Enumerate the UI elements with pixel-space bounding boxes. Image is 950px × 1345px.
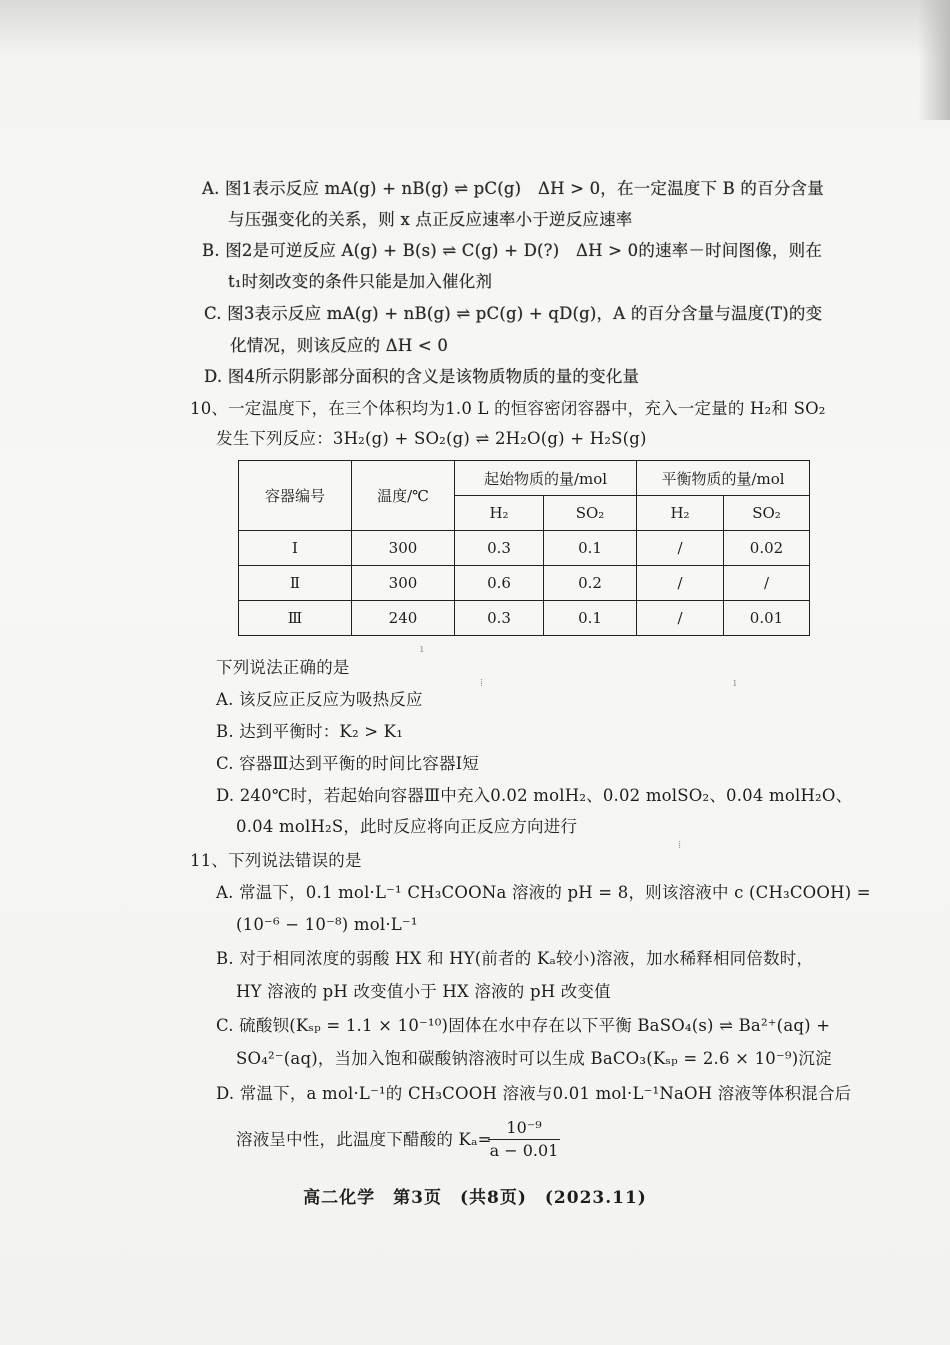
- q11-stem: 11、下列说法错误的是: [190, 851, 362, 870]
- scan-speck: ı: [733, 676, 737, 689]
- q11-option-c-line1: C. 硫酸钡(Kₛₚ = 1.1 × 10⁻¹⁰)固体在水中存在以下平衡 BaSO₄(s) ⇌ Ba²⁺(aq) +: [216, 1016, 831, 1035]
- cell-id: Ⅰ: [239, 531, 352, 566]
- table-row: [239, 601, 810, 636]
- cell-eq-so2: /: [724, 566, 810, 601]
- cell-h2: 0.3: [455, 601, 544, 636]
- fraction-bar: [488, 1139, 560, 1140]
- q11-option-b-line1: B. 对于相同浓度的弱酸 HX 和 HY(前者的 Kₐ较小)溶液，加水稀释相同倍数时，: [216, 949, 814, 968]
- q11-option-d-line1: D. 常温下，a mol·L⁻¹的 CH₃COOH 溶液与0.01 mol·L⁻¹NaOH 溶液等体积混合后: [216, 1084, 852, 1103]
- cell-eq-h2: /: [637, 531, 724, 566]
- th-equilibrium-so2: SO₂: [724, 496, 810, 531]
- th-temperature: 温度/℃: [352, 461, 455, 531]
- q10-option-c: C. 容器Ⅲ达到平衡的时间比容器Ⅰ短: [216, 754, 480, 773]
- fraction-denominator: a − 0.01: [489, 1141, 559, 1160]
- th-initial-so2: SO₂: [544, 496, 637, 531]
- fraction-numerator: 10⁻⁹: [506, 1118, 542, 1137]
- q10-option-b: B. 达到平衡时：K₂ > K₁: [216, 722, 404, 741]
- q10-prompt: 下列说法正确的是: [216, 658, 350, 677]
- th-equilibrium-h2: H₂: [637, 496, 724, 531]
- cell-eq-so2: 0.01: [724, 601, 810, 636]
- cell-id: Ⅲ: [239, 601, 352, 636]
- th-container-id: 容器编号: [239, 461, 352, 531]
- cell-eq-h2: /: [637, 566, 724, 601]
- cell-h2: 0.3: [455, 531, 544, 566]
- th-initial-h2: H₂: [455, 496, 544, 531]
- scan-right-edge: [918, 0, 950, 120]
- scan-speck: ⁞: [480, 676, 484, 689]
- q11-option-b-line2: HY 溶液的 pH 改变值小于 HX 溶液的 pH 改变值: [236, 982, 611, 1001]
- table-row: [239, 531, 810, 566]
- q11-option-a-line1: A. 常温下，0.1 mol·L⁻¹ CH₃COONa 溶液的 pH = 8，则该溶液中 c (CH₃COOH) =: [216, 883, 871, 902]
- q11-option-d-line2: 溶液呈中性，此温度下醋酸的 Kₐ=: [236, 1130, 492, 1149]
- th-equilibrium-amount: 平衡物质的量/mol: [637, 461, 810, 496]
- cell-id: Ⅱ: [239, 566, 352, 601]
- cell-so2: 0.1: [544, 531, 637, 566]
- q9-option-c-line1: C. 图3表示反应 mA(g) + nB(g) ⇌ pC(g) + qD(g)，A 的百分含量与温度(T)的变: [204, 304, 823, 323]
- scan-top-shadow: [0, 0, 950, 58]
- cell-temp: 300: [352, 566, 455, 601]
- q10-stem-line2: 发生下列反应：3H₂(g) + SO₂(g) ⇌ 2H₂O(g) + H₂S(g): [216, 429, 647, 448]
- page-footer: 高二化学 第3页 (共8页) (2023.11): [303, 1188, 647, 1208]
- cell-so2: 0.2: [544, 566, 637, 601]
- q9-option-c-line2: 化情况，则该反应的 ΔH < 0: [230, 336, 449, 355]
- q10-data-table: [238, 460, 810, 636]
- table-row: [239, 566, 810, 601]
- cell-temp: 240: [352, 601, 455, 636]
- q10-option-d-line1: D. 240℃时，若起始向容器Ⅲ中充入0.02 molH₂、0.02 molSO₂、0.04 molH₂O、: [216, 786, 853, 805]
- scan-speck: ⁞: [678, 838, 682, 851]
- q9-option-a-line1: A. 图1表示反应 mA(g) + nB(g) ⇌ pC(g) ΔH > 0，在一定温度下 B 的百分含量: [202, 179, 824, 198]
- q10-option-a: A. 该反应正反应为吸热反应: [216, 690, 423, 709]
- q10-stem-line1: 10、一定温度下，在三个体积均为1.0 L 的恒容密闭容器中，充入一定量的 H₂和 SO₂: [190, 399, 826, 418]
- ka-fraction: [488, 1118, 560, 1161]
- q9-option-a-line2: 与压强变化的关系，则 x 点正反应速率小于逆反应速率: [228, 210, 633, 229]
- q11-option-a-line2: (10⁻⁶ − 10⁻⁸) mol·L⁻¹: [236, 915, 418, 934]
- scan-speck: ı: [420, 642, 424, 655]
- q10-option-d-line2: 0.04 molH₂S，此时反应将向正反应方向进行: [236, 817, 578, 836]
- q9-option-d-line1: D. 图4所示阴影部分面积的含义是该物质物质的量的变化量: [204, 367, 640, 386]
- cell-h2: 0.6: [455, 566, 544, 601]
- th-initial-amount: 起始物质的量/mol: [455, 461, 637, 496]
- cell-temp: 300: [352, 531, 455, 566]
- cell-eq-so2: 0.02: [724, 531, 810, 566]
- q11-option-c-line2: SO₄²⁻(aq)，当加入饱和碳酸钠溶液时可以生成 BaCO₃(Kₛₚ = 2.6 × 10⁻⁹)沉淀: [236, 1049, 832, 1068]
- cell-so2: 0.1: [544, 601, 637, 636]
- q9-option-b-line1: B. 图2是可逆反应 A(g) + B(s) ⇌ C(g) + D(?) ΔH > 0的速率－时间图像，则在: [202, 241, 823, 260]
- q9-option-b-line2: t₁时刻改变的条件只能是加入催化剂: [228, 272, 493, 291]
- cell-eq-h2: /: [637, 601, 724, 636]
